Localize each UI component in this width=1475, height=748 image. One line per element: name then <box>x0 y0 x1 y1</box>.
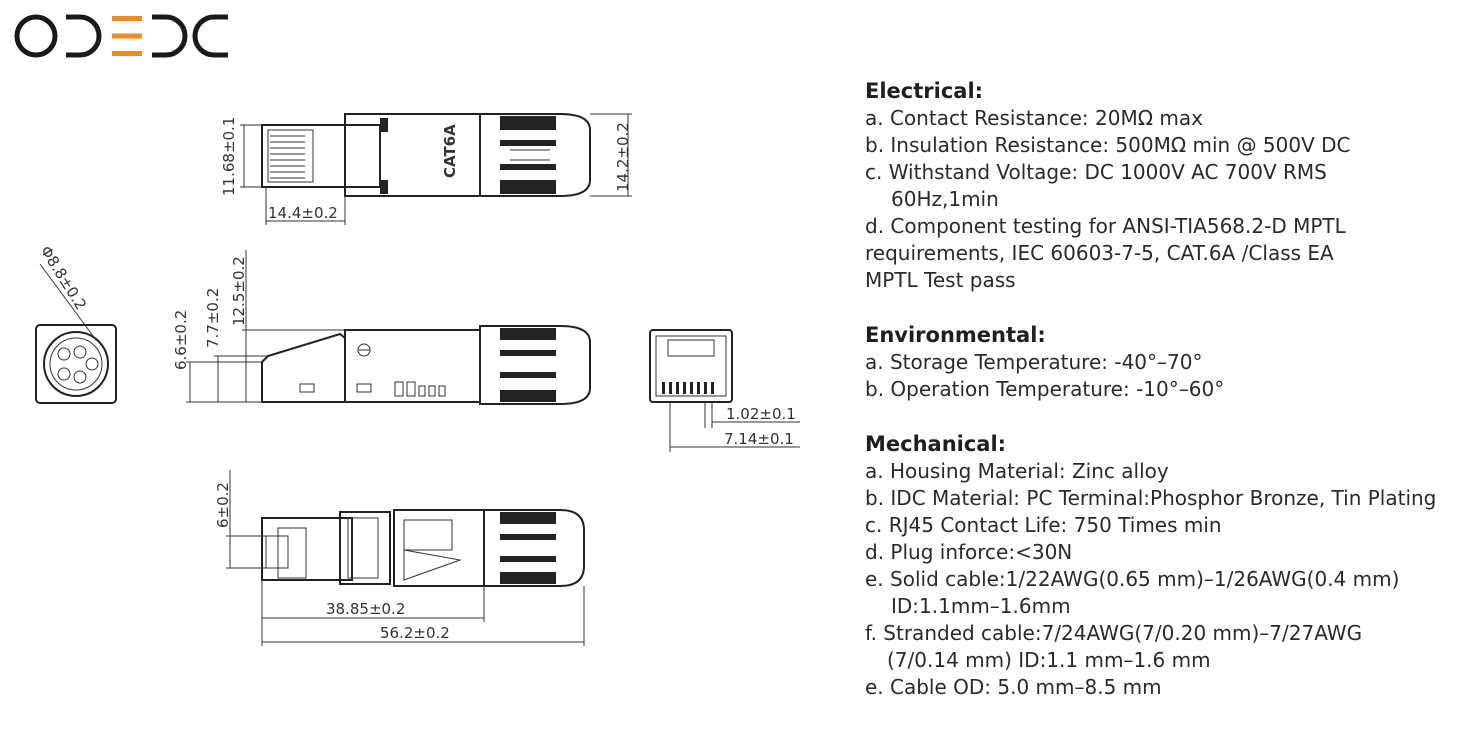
spec-line: c. Withstand Voltage: DC 1000V AC 700V RMS <box>865 160 1327 184</box>
spec-line: 60Hz,1min <box>891 187 999 211</box>
top-view <box>220 114 632 225</box>
bottom-len2-label: 56.2±0.2 <box>380 624 450 642</box>
spec-line: (7/0.14 mm) ID:1.1 mm–1.6 mm <box>887 648 1211 672</box>
front-contacts <box>662 382 714 394</box>
spec-line: ID:1.1mm–1.6mm <box>891 594 1071 618</box>
mechanical-section <box>865 431 1465 701</box>
bottom-view <box>214 470 584 646</box>
spec-line: e. Cable OD: 5.0 mm–8.5 mm <box>865 675 1162 699</box>
spec-line: d. Component testing for ANSI-TIA568.2-D MPTL <box>865 214 1346 238</box>
side-h3-label: 12.5±0.2 <box>230 256 248 326</box>
spec-line: a. Housing Material: Zinc alloy <box>865 459 1169 483</box>
environmental-title: Environmental: <box>865 323 1046 347</box>
environmental-section <box>865 322 1465 403</box>
spec-line: e. Solid cable:1/22AWG(0.65 mm)–1/26AWG(0.4 mm) <box>865 567 1400 591</box>
spec-line: b. Insulation Resistance: 500MΩ min @ 500V DC <box>865 133 1351 157</box>
front-pitch-label: 1.02±0.1 <box>726 405 796 423</box>
spec-line: b. IDC Material: PC Terminal:Phosphor Bronze, Tin Plating <box>865 486 1437 510</box>
mechanical-title: Mechanical: <box>865 432 1007 456</box>
side-h2-label: 7.7±0.2 <box>204 287 222 348</box>
end-view <box>36 243 116 403</box>
side-h1-label: 6.6±0.2 <box>172 309 190 370</box>
top-tail-label: 14.2±0.2 <box>614 122 632 192</box>
spec-line: b. Operation Temperature: -10°–60° <box>865 377 1225 401</box>
diameter-label: Φ8.8±0.2 <box>36 242 91 314</box>
front-width-label: 7.14±0.1 <box>724 430 794 448</box>
electrical-title: Electrical: <box>865 79 984 103</box>
front-view <box>650 330 800 452</box>
side-view <box>172 250 590 404</box>
spec-line: a. Contact Resistance: 20MΩ max <box>865 106 1203 130</box>
electrical-section <box>865 78 1465 294</box>
spec-line: MPTL Test pass <box>865 268 1016 292</box>
bottom-len1-label: 38.85±0.2 <box>326 600 406 618</box>
cat-mark-label: CAT6A <box>441 124 459 178</box>
top-length-label: 14.4±0.2 <box>268 204 338 222</box>
spec-line: d. Plug inforce:<30N <box>865 540 1073 564</box>
spec-line: c. RJ45 Contact Life: 750 Times min <box>865 513 1222 537</box>
top-contacts <box>270 136 305 178</box>
spec-line: f. Stranded cable:7/24AWG(7/0.20 mm)–7/27AWG <box>865 621 1363 645</box>
top-height-label: 11.68±0.1 <box>220 116 238 196</box>
bottom-h-label: 6±0.2 <box>214 482 232 528</box>
spec-line: a. Storage Temperature: -40°–70° <box>865 350 1203 374</box>
spec-panel <box>865 78 1465 701</box>
spec-line: requirements, IEC 60603-7-5, CAT.6A /Class EA <box>865 241 1334 265</box>
